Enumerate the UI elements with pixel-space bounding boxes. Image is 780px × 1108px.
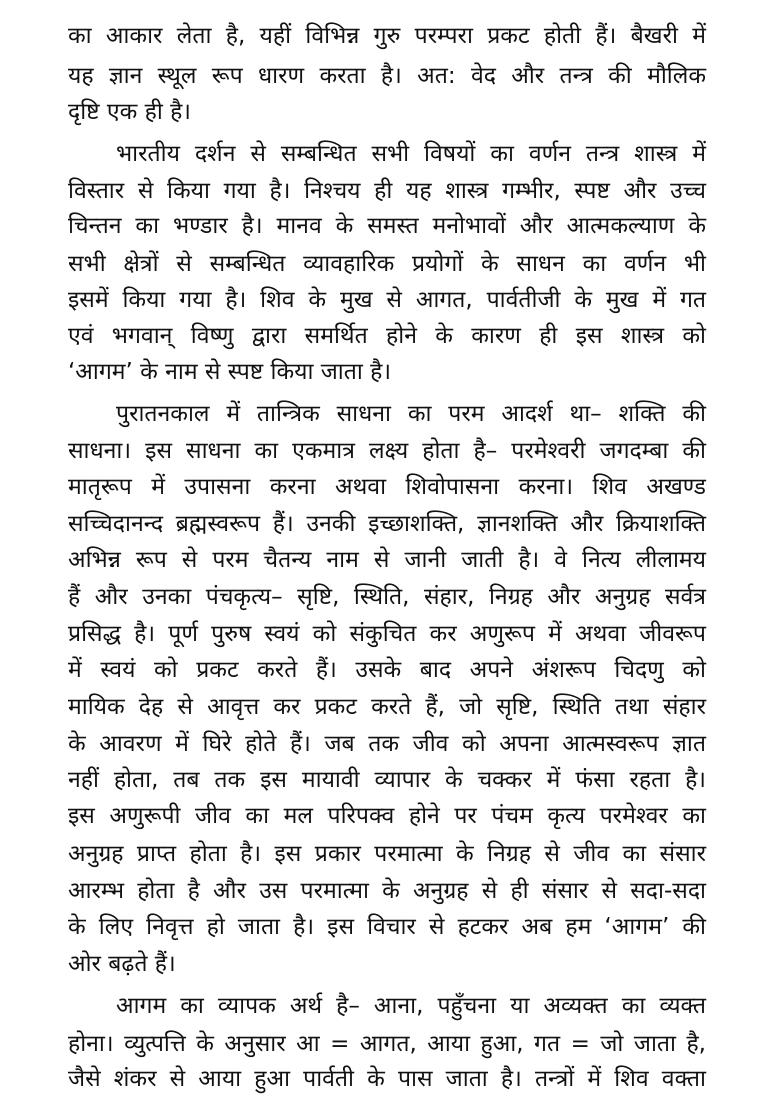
paragraph-1-line: यह ज्ञान स्थूल रूप धारण करता है। अत: वेद और तन्त्र की मौलिक: [68, 63, 706, 89]
paragraph-3-line: हैं और उनका पंचकृत्य– सृष्टि, स्थिति, संहार, निग्रह और अनुग्रह सर्वत्र: [68, 584, 706, 610]
paragraph-2-line: एवं भगवान् विष्णु द्वारा समर्थित होने के कारण ही इस शास्त्र को: [68, 323, 706, 349]
paragraph-3-line: अनुग्रह प्राप्त होता है। इस प्रकार परमात्मा के निग्रह से जीव का संसार: [68, 841, 706, 867]
paragraph-4-line: जैसे शंकर से आया हुआ पार्वती के पास जाता है। तन्त्रों में शिव वक्ता: [68, 1066, 706, 1092]
paragraph-3-line: आरम्भ होता है और उस परमात्मा के अनुग्रह से ही संसार से सदा-सदा: [68, 878, 706, 904]
paragraph-4-line: होना। व्युत्पत्ति के अनुसार आ = आगत, आया हुआ, गत = जो जाता है,: [68, 1031, 706, 1057]
paragraph-2-line: ‘आगम’ के नाम से स्पष्ट किया जाता है।: [68, 359, 392, 385]
paragraph-2-line: भारतीय दर्शन से सम्बन्धित सभी विषयों का वर्णन तन्त्र शास्त्र में: [116, 141, 706, 167]
paragraph-3-line: ओर बढ़ते हैं।: [68, 951, 176, 977]
paragraph-4-line: आगम का व्यापक अर्थ है– आना, पहुँचना या अव्यक्त का व्यक्त: [116, 993, 706, 1019]
paragraph-3-line: इस अणुरूपी जीव का मल परिपक्व होने पर पंचम कृत्य परमेश्वर का: [68, 803, 706, 829]
paragraph-1-line: दृष्टि एक ही है।: [68, 99, 192, 125]
paragraph-2-line: चिन्तन का भण्डार है। मानव के समस्त मनोभावों और आत्मकल्याण के: [68, 213, 706, 239]
paragraph-3-line: मायिक देह से आवृत्त कर प्रकट करते हैं, जो सृष्टि, स्थिति तथा संहार: [68, 694, 706, 720]
paragraph-3-line: के आवरण में घिरे होते हैं। जब तक जीव को अपना आत्मस्वरूप ज्ञात: [68, 731, 706, 757]
paragraph-3-line: नहीं होता, तब तक इस मायावी व्यापार के चक्कर में फंसा रहता है।: [68, 767, 706, 793]
paragraph-2-line: सभी क्षेत्रों से सम्बन्धित व्यावहारिक प्रयोगों के साधन का वर्णन भी: [68, 251, 706, 277]
paragraph-1-line: का आकार लेता है, यहीं विभिन्न गुरु परम्परा प्रकट होती हैं। बैखरी में: [68, 23, 706, 49]
paragraph-3-line: साधना। इस साधना का एकमात्र लक्ष्य होता है– परमेश्वरी जगदम्बा की: [68, 438, 706, 464]
paragraph-3-line: प्रसिद्ध है। पूर्ण पुरुष स्वयं को संकुचित कर अणुरूप में अथवा जीवरूप: [68, 621, 706, 647]
paragraph-3-line: में स्वयं को प्रकट करते हैं। उसके बाद अपने अंशरूप चिदणु को: [68, 657, 706, 683]
paragraph-3-line: सच्चिदानन्द ब्रह्मस्वरूप हैं। उनकी इच्छाशक्ति, ज्ञानशक्ति और क्रियाशक्ति: [68, 511, 706, 537]
paragraph-3-line: अभिन्न रूप से परम चैतन्य नाम से जानी जाती है। वे नित्य लीलामय: [68, 547, 706, 573]
paragraph-3-line: पुरातनकाल में तान्त्रिक साधना का परम आदर्श था– शक्ति की: [116, 401, 706, 427]
paragraph-3-line: के लिए निवृत्त हो जाता है। इस विचार से हटकर अब हम ‘आगम’ की: [68, 914, 706, 940]
paragraph-2-line: विस्तार से किया गया है। निश्चय ही यह शास्त्र गम्भीर, स्पष्ट और उच्च: [68, 178, 706, 204]
paragraph-3-line: मातृरूप में उपासना करना अथवा शिवोपासना करना। शिव अखण्ड: [68, 474, 706, 500]
paragraph-2-line: इसमें किया गया है। शिव के मुख से आगत, पार्वतीजी के मुख में गत: [68, 287, 706, 313]
